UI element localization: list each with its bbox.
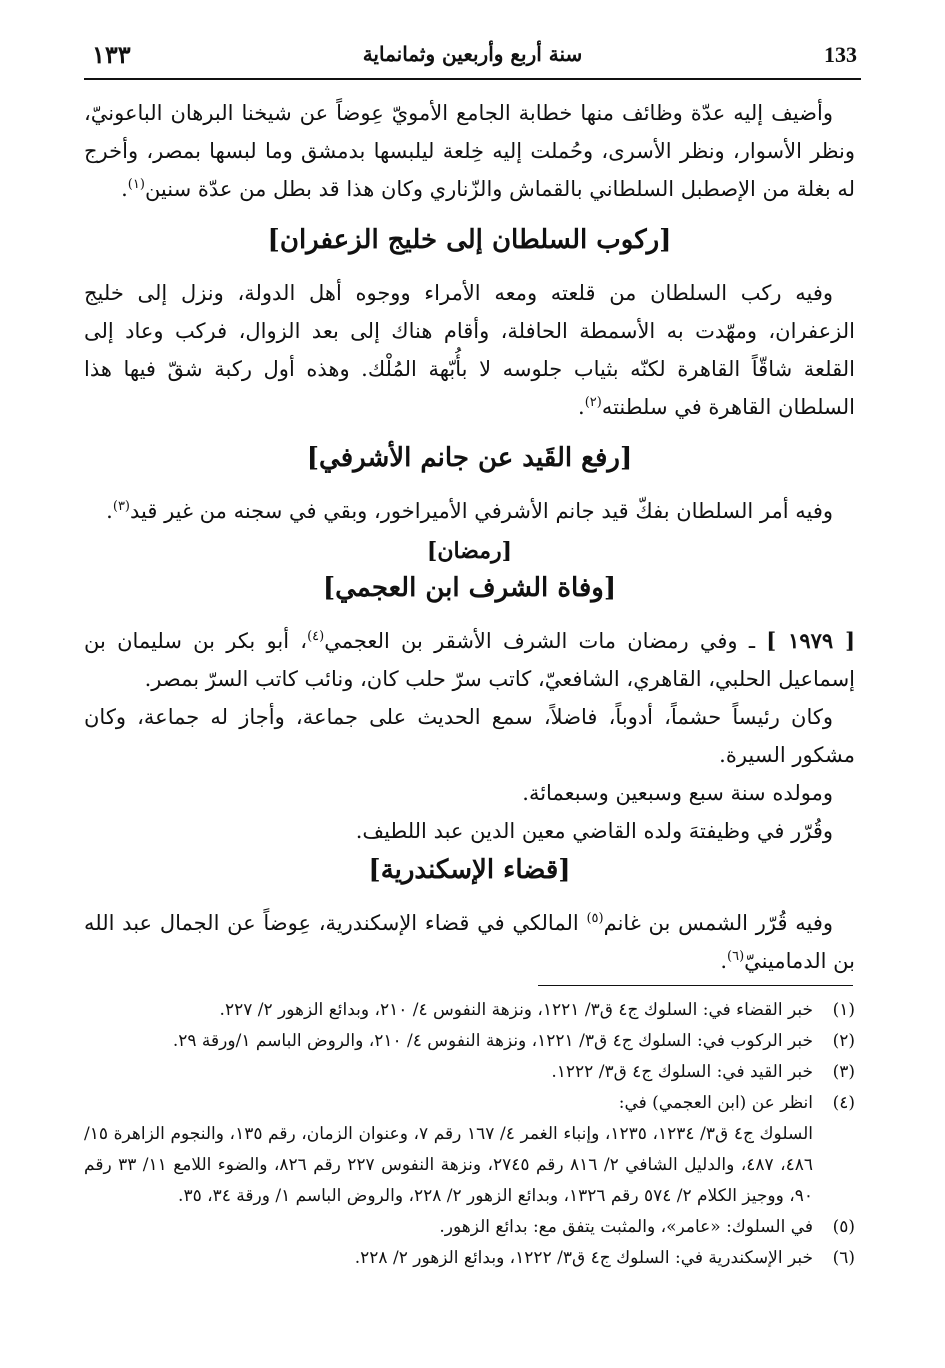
footnote-separator: [538, 985, 853, 986]
paragraph-7: وقُرّر في وظيفتهَ ولده القاضي معين الدين عبد اللطيف.: [355, 819, 833, 843]
paragraph-2-text: وفيه ركب السلطان من قلعته ومعه الأمراء ووجوه أهل الدولة، ونزل إلى خليج الزعفران، ومهّدت به الأسمطة الحافلة، وأقام هناك إلى بعد الزوال، فركب وعاد إلى القلعة شاقّاً القاهرة لكنّه بثياب جلوسه لا بأُبّهة المُلْك. وهذه أول ركبة شقّ فيها هذا السلطان القاهرة في سلطنته: [84, 281, 855, 419]
footnote-text: خبر الركوب في: السلوك ج٤ ق٣/ ١٢٢١، ونزهة النفوس ٤/ ٢١٠، والروض الباسم ١/ورقة ٢٩.: [172, 1031, 813, 1051]
paragraph-8: [84, 904, 855, 980]
running-header: [84, 36, 861, 80]
month-heading: [رمضان]: [426, 538, 513, 564]
paragraph-1-end: .: [121, 177, 128, 201]
section-heading-1: [ركوب السلطان إلى خليج الزعفران]: [267, 225, 672, 255]
footnote-number: (٦): [832, 1248, 855, 1268]
footnote-ref-6: (٦): [727, 949, 745, 964]
footnote-ref-5: (٥): [586, 911, 604, 926]
page-number-arabic: ١٣٣: [92, 40, 131, 69]
footnote-number: (٣): [832, 1062, 855, 1082]
paragraph-1-text: وأضيف إليه عدّة وظائف منها خطابة الجامع الأمويّ عِوضاً عن شيخنا البرهان الباعونيّ، ونظر الأسوار، ونظر الأسرى، وحُملت إليه خِلعة ليلبسها بدمشق وما لبسها بمصر، وأخرج له بغلة من الإصطبل السلطاني بالقماش والزّناري وكان هذا قد بطل من عدّة سنين: [84, 101, 855, 201]
paragraph-2-end: .: [578, 395, 585, 419]
footnote-number: [813, 1119, 855, 1212]
footnote-text: انظر عن (ابن العجمي) في:: [618, 1093, 813, 1113]
paragraph-4: [84, 622, 855, 698]
footnote: [84, 1057, 855, 1088]
paragraph-8-end: .: [720, 949, 728, 973]
section-heading-2: [رفع القَيد عن جانم الأشرفي]: [306, 443, 633, 473]
paragraph-4-text-a: ـ وفي رمضان مات الشرف الأشقر بن العجمي: [324, 629, 767, 653]
footnote-text: السلوك ج٤ ق٣/ ١٢٣٤، ١٢٣٥، وإنباء الغمر ٤/ ١٦٧ رقم ٧، وعنوان الزمان، رقم ١٣٥، والنجوم الزاهرة ١٥/ ٤٨٦، ٤٨٧، والدليل الشافي ٢/ ٨١٦ رقم ٢٧٤٥، ونزهة النفوس ٢٢٧ رقم ٨٢٦، والضوء اللامع ١١/ ٣٣ رقم ٩٠، ووجيز الكلام ٢/ ٥٧٤ رقم ١٣٢٦، وبدائع الزهور ٢/ ٢٢٨، والروض الباسم ١/ ورقة ٣٤، ٣٥.: [84, 1124, 814, 1206]
footnote-number: (٥): [832, 1217, 855, 1237]
paragraph-5: وكان رئيساً حشماً، أدوباً، فاضلاً، سمع الحديث على جماعة، وأجاز له جماعة، وكان مشكور السيرة.: [84, 705, 855, 767]
footnote-continuation: [84, 1119, 855, 1212]
section-heading-4: [قضاء الإسكندرية]: [368, 855, 571, 885]
footnote-number: (٤): [832, 1093, 855, 1113]
paragraph-3-end: .: [106, 499, 113, 523]
page-number-latin: 133: [824, 42, 857, 67]
footnote-ref-2: (٢): [584, 395, 602, 410]
section-heading-3: [وفاة الشرف ابن العجمي]: [322, 573, 617, 603]
paragraph-2: [84, 274, 855, 426]
paragraph-4-text-b: ، أبو بكر بن سليمان بن إسماعيل الحلبي، القاهري، الشافعيّ، كاتب سرّ حلب كان، ونائب كاتب السرّ بمصر.: [84, 629, 855, 691]
running-title: سنة أربع وأربعين وثمانماية: [362, 42, 583, 66]
footnote-text: خبر القضاء في: السلوك ج٤ ق٣/ ١٢٢١، ونزهة النفوس ٤/ ٢١٠، وبدائع الزهور ٢/ ٢٢٧.: [219, 1000, 813, 1020]
entry-number: [ ١٩٧٩ ]: [766, 628, 856, 653]
footnote: [84, 1026, 855, 1057]
footnote-ref-3: (٣): [112, 499, 130, 514]
footnotes: [84, 995, 855, 1274]
main-text: [84, 94, 855, 980]
paragraph-3: [84, 492, 855, 530]
footnote-text: خبر القيد في: السلوك ج٤ ق٣/ ١٢٢٢.: [551, 1062, 813, 1082]
footnote-ref-4: (٤): [307, 629, 325, 644]
footnote-ref-1: (١): [127, 177, 145, 192]
footnote-number: (٢): [832, 1031, 855, 1051]
footnote-text: في السلوك: «عامر»، والمثبت يتفق مع: بدائع الزهور.: [439, 1217, 813, 1237]
paragraph-3-text: وفيه أمر السلطان بفكّ قيد جانم الأشرفي الأميراخور، وبقي في سجنه من غير قيد: [130, 499, 833, 523]
footnote-text: خبر الإسكندرية في: السلوك ج٤ ق٣/ ١٢٢٢، وبدائع الزهور ٢/ ٢٢٨.: [354, 1248, 813, 1268]
paragraph-1: [84, 94, 855, 208]
paragraph-6: ومولده سنة سبع وسبعين وسبعمائة.: [522, 781, 833, 805]
footnote: [84, 1212, 855, 1243]
footnote: [84, 1088, 855, 1119]
footnote: [84, 1243, 855, 1274]
paragraph-8-text-a: وفيه قُرّر الشمس بن غانم: [603, 911, 834, 935]
footnote: [84, 995, 855, 1026]
paragraph-8-text-b: المالكي في قضاء الإسكندرية، عِوضاً عن الجمال عبد الله بن الدمامينيّ: [84, 911, 855, 973]
footnote-number: (١): [832, 1000, 855, 1020]
